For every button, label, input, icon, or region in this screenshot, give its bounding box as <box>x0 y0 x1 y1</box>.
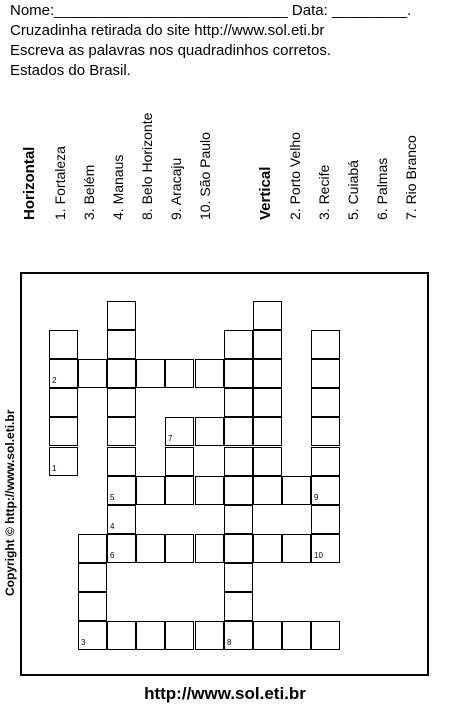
crossword-cell[interactable] <box>224 447 253 476</box>
crossword-cell[interactable] <box>78 592 107 621</box>
vertical-clue: 7. Rio Branco <box>403 135 419 220</box>
crossword-cell[interactable] <box>165 359 194 388</box>
crossword-cell[interactable] <box>282 621 311 650</box>
crossword-cell[interactable] <box>195 359 224 388</box>
crossword-cell[interactable] <box>165 476 194 505</box>
crossword-cell[interactable] <box>253 388 282 417</box>
source-line: Cruzadinha retirada do site http://www.sol.eti.br <box>10 22 325 39</box>
horizontal-clue: 3. Belém <box>81 164 97 220</box>
crossword-cell[interactable] <box>311 621 340 650</box>
crossword-cell[interactable] <box>165 534 194 563</box>
crossword-cell[interactable] <box>224 330 253 359</box>
crossword-cell[interactable] <box>253 621 282 650</box>
footer-url: http://www.sol.eti.br <box>144 684 306 703</box>
crossword-cell[interactable] <box>253 301 282 330</box>
crossword-cell[interactable] <box>136 359 165 388</box>
crossword-cell[interactable] <box>253 417 282 446</box>
crossword-cell[interactable] <box>78 534 107 563</box>
horizontal-clue: 4. Manaus <box>110 154 126 220</box>
crossword-cell[interactable] <box>49 417 78 446</box>
clue-number: 6 <box>110 551 115 560</box>
horizontal-clue: 10. São Paulo <box>197 132 213 220</box>
crossword-cell[interactable] <box>282 534 311 563</box>
crossword-cell[interactable] <box>107 388 136 417</box>
crossword-cell[interactable] <box>224 621 253 650</box>
vertical-clue: 6. Palmas <box>374 157 390 220</box>
crossword-cell[interactable] <box>107 621 136 650</box>
crossword-cell[interactable] <box>224 359 253 388</box>
clue-number: 10 <box>314 551 323 560</box>
crossword-cell[interactable] <box>195 534 224 563</box>
crossword-cell[interactable] <box>136 621 165 650</box>
crossword-cell[interactable] <box>107 417 136 446</box>
horizontal-clue: 8. Belo Horizonte <box>139 112 155 220</box>
crossword-cell[interactable] <box>49 447 78 476</box>
crossword-cell[interactable] <box>253 476 282 505</box>
crossword-cell[interactable] <box>253 359 282 388</box>
crossword-cell[interactable] <box>311 388 340 417</box>
copyright-side-text: Copyright © http://www.sol.eti.br <box>3 409 17 596</box>
crossword-cell[interactable] <box>311 359 340 388</box>
instruction-line: Escreva as palavras nos quadradinhos corretos. <box>10 42 332 59</box>
crossword-cell[interactable] <box>165 417 194 446</box>
crossword-cell[interactable] <box>224 563 253 592</box>
vertical-clue: 3. Recife <box>316 164 332 220</box>
horizontal-clue: 1. Fortaleza <box>52 146 68 220</box>
clue-number: 7 <box>168 434 173 443</box>
crossword-cell[interactable] <box>107 359 136 388</box>
crossword-cell[interactable] <box>311 330 340 359</box>
crossword-cell[interactable] <box>224 417 253 446</box>
crossword-cell[interactable] <box>224 476 253 505</box>
horizontal-clue: 9. Aracaju <box>168 157 184 220</box>
crossword-cell[interactable] <box>282 476 311 505</box>
crossword-cell[interactable] <box>224 592 253 621</box>
crossword-cell[interactable] <box>107 476 136 505</box>
vertical-clue: 2. Porto Velho <box>287 132 303 220</box>
crossword-cell[interactable] <box>136 534 165 563</box>
clue-number: 1 <box>52 464 57 473</box>
crossword-cell[interactable] <box>311 505 340 534</box>
crossword-cell[interactable] <box>311 417 340 446</box>
clue-number: 5 <box>110 493 115 502</box>
crossword-cell[interactable] <box>107 505 136 534</box>
crossword-cell[interactable] <box>49 359 78 388</box>
crossword-cell[interactable] <box>107 301 136 330</box>
crossword-cell[interactable] <box>195 476 224 505</box>
horizontal-title: Horizontal <box>21 146 38 220</box>
crossword-cell[interactable] <box>253 447 282 476</box>
crossword-cell[interactable] <box>224 505 253 534</box>
vertical-title: Vertical <box>257 166 274 220</box>
crossword-cell[interactable] <box>78 563 107 592</box>
crossword-cell[interactable] <box>49 388 78 417</box>
clue-number: 9 <box>314 493 319 502</box>
crossword-cell[interactable] <box>195 621 224 650</box>
crossword-cell[interactable] <box>107 330 136 359</box>
crossword-cell[interactable] <box>224 388 253 417</box>
clue-number: 8 <box>227 638 232 647</box>
crossword-cell[interactable] <box>107 534 136 563</box>
topic-line: Estados do Brasil. <box>10 62 131 79</box>
crossword-cell[interactable] <box>136 476 165 505</box>
crossword-cell[interactable] <box>224 534 253 563</box>
crossword-cell[interactable] <box>165 447 194 476</box>
crossword-cell[interactable] <box>49 330 78 359</box>
crossword-cell[interactable] <box>311 476 340 505</box>
crossword-cell[interactable] <box>78 621 107 650</box>
vertical-clue: 5. Cuiabá <box>345 160 361 220</box>
clue-number: 4 <box>110 522 115 531</box>
crossword-cell[interactable] <box>165 621 194 650</box>
crossword-cell[interactable] <box>311 447 340 476</box>
clue-number: 3 <box>81 638 86 647</box>
crossword-cell[interactable] <box>311 534 340 563</box>
crossword-cell[interactable] <box>253 534 282 563</box>
crossword-cell[interactable] <box>195 417 224 446</box>
name-date-line: Nome:____________________________ Data: _________. <box>10 2 412 19</box>
crossword-cell[interactable] <box>107 447 136 476</box>
crossword-cell[interactable] <box>78 359 107 388</box>
crossword-cell[interactable] <box>253 330 282 359</box>
clue-number: 2 <box>52 376 57 385</box>
